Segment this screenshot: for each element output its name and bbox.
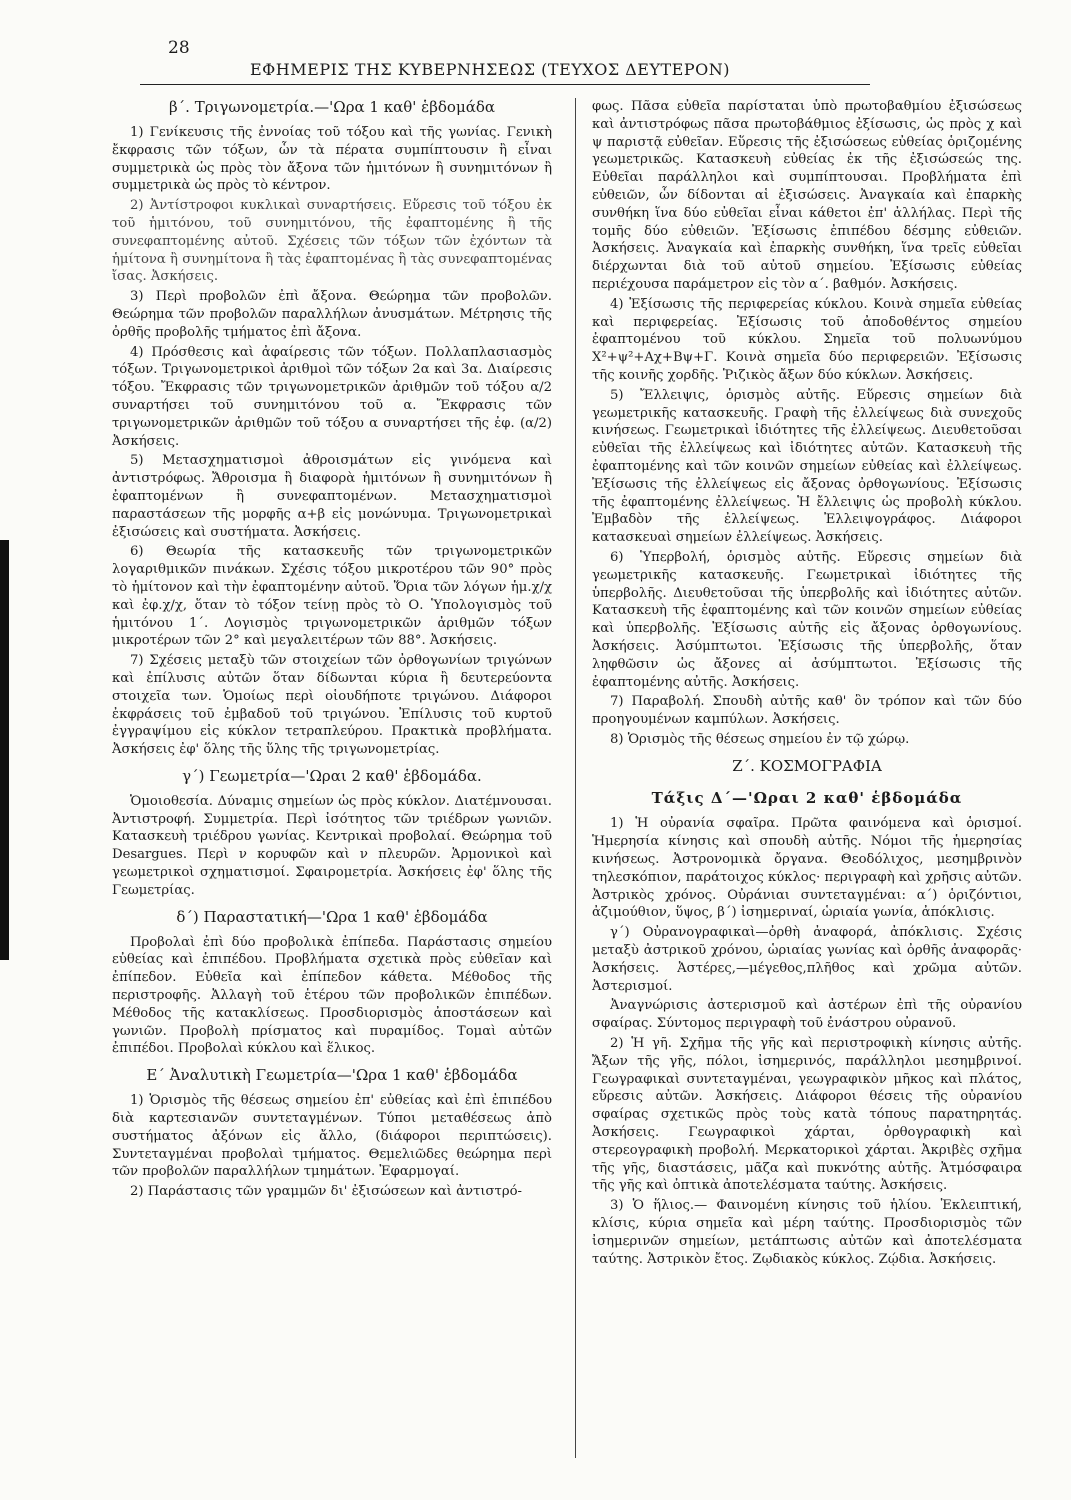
geometry-paragraph: Ὁμοιοθεσία. Δύναμις σημείων ὡς πρὸς κύκλον. Διατέμνουσαι. Ἀντιστροφή. Συμμετρία. Περὶ ἰσότητος τῶν τριέδρων γωνιῶν. Κατασκευὴ τριέδρου γωνίας. Κεντρικαὶ προβολαί. Θεώρημα τοῦ Desargues. Περὶ ν κορυφῶν καὶ ν πλευρῶν. Ἁρμονικοὶ καὶ γεωμετρικοὶ σχηματισμοί. Σφαιρομετρία. Ἀσκήσεις ἐφ' ὅλης τῆς Γεωμετρίας. bbox=[112, 793, 552, 898]
page-header bbox=[110, 38, 870, 78]
trig-paragraph-1: 1) Γενίκευσις τῆς ἐννοίας τοῦ τόξου καὶ τῆς γωνίας. Γενικὴ ἔκφρασις τῶν τόξων, ὧν τὰ πέρατα συμπίπτουσιν ἢ εἶναι συμμετρικὰ ὡς πρὸς τὸν ἄξονα τῶν ἡμιτόνων ἢ συνημιτόνων ἢ συμμετρικὰ ὡς πρὸς τὸ κέντρον. bbox=[112, 125, 552, 194]
analytic-paragraph-2: 2) Παράστασις τῶν γραμμῶν δι' ἐξισώσεων καὶ ἀντιστρό- bbox=[130, 1184, 522, 1200]
analytic-cont-paragraph-1: φως. Πᾶσα εὐθεῖα παρίσταται ὑπὸ πρωτοβαθμίου ἐξισώσεως καὶ ἀντιστρόφως πᾶσα πρωτοβάθμιος ἐξίσωσις, ὡς πρὸς χ καὶ ψ παριστᾷ εὐθεῖαν. Εὕρεσις τῆς ἐξισώσεως εὐθείας ὁριζομένης γεωμετρικῶς. Κατασκευὴ εὐθείας ἐκ τῆς ἐξισώσεώς της. Εὐθεῖαι παράλληλοι καὶ συμπίπτουσαι. Προβλήματα ἐπὶ εὐθειῶν, ὧν δίδονται αἱ ἐξισώσεις. Ἀναγκαία καὶ ἐπαρκὴς συνθήκη ἵνα δύο εὐθεῖαι εἶναι κάθετοι ἐπ' ἀλλήλας. Περὶ τῆς τομῆς δύο εὐθειῶν. Ἐξίσωσις ἐπιπέδου δέσμης εὐθειῶν. Ἀσκήσεις. Ἀναγκαία καὶ ἐπαρκὴς συνθήκη, ἵνα τρεῖς εὐθεῖαι διέρχωνται διὰ τοῦ αὐτοῦ σημείου. Ἐξίσωσις εὐθείας περιέχουσα παράμετρον εἰς τὸν α΄. βαθμόν. Ἀσκήσεις. bbox=[592, 99, 1022, 292]
trig-paragraph-6: 6) Θεωρία τῆς κατασκευῆς τῶν τριγωνομετρικῶν λογαριθμικῶν πινάκων. Σχέσις τόξου μικροτέρου τῶν 90° πρὸς τὸ ἡμίτονον καὶ τὴν ἐφαπτομένην αὐτοῦ. Ὅρια τῶν λόγων ἡμ.χ/χ καὶ ἐφ.χ/χ, ὅταν τὸ τόξον τείνῃ πρὸς τὸ Ο. Ὑπολογισμὸς τοῦ ἡμιτόνου 1΄. Λογισμὸς τριγωνομετρικῶν ἀριθμῶν τόξων μικροτέρων τῶν 2° καὶ μεγαλειτέρων τῶν 88°. Ἀσκήσεις. bbox=[112, 544, 552, 649]
analytic-section bbox=[112, 1092, 552, 1201]
running-title: ΕΦΗΜΕΡΙΣ ΤΗΣ ΚΥΒΕΡΝΗΣΕΩΣ (ΤΕΥΧΟΣ ΔΕΥΤΕΡΟΝ) bbox=[250, 60, 730, 79]
trig-paragraph-5: 5) Μετασχηματισμοὶ ἀθροισμάτων εἰς γινόμενα καὶ ἀντιστρόφως. Ἄθροισμα ἢ διαφορὰ ἡμιτόνων ἢ συνημιτόνων ἢ ἐφαπτομένων ἢ συνεφαπτομένων. Μετασχηματισμοὶ παραστάσεων τῆς μορφῆς α+β εἰς μονώνυμα. Τριγωνομετρικαὶ ἐξισώσεις καὶ συστήματα. Ἀσκήσεις. bbox=[112, 453, 552, 540]
descriptive-heading: δ΄) Παραστατική—'Ωρα 1 καθ' ἑβδομάδα bbox=[176, 907, 488, 926]
trigonometry-section bbox=[112, 124, 552, 759]
analytic-heading: Ε΄ Ἀναλυτικὴ Γεωμετρία—'Ωρα 1 καθ' ἑβδομάδα bbox=[146, 1066, 518, 1085]
scan-edge-shadow bbox=[0, 540, 9, 960]
cosmo-paragraph-3: Ἀναγνώρισις ἀστερισμοῦ καὶ ἀστέρων ἐπὶ τῆς οὐρανίου σφαίρας. Σύντομος περιγραφὴ τοῦ ἐνάστρου οὐρανοῦ. bbox=[592, 998, 1022, 1032]
trig-paragraph-4: 4) Πρόσθεσις καὶ ἀφαίρεσις τῶν τόξων. Πολλαπλασιασμὸς τόξων. Τριγωνομετρικοὶ ἀριθμοὶ τῶν τόξων 2α καὶ 3α. Διαίρεσις τόξου. Ἔκφρασις τῶν τριγωνομετρικῶν ἀριθμῶν τοῦ τόξου α/2 συναρτήσει τοῦ συνημιτόνου τοῦ α. Ἔκφρασις τῶν τριγωνομετρικῶν ἀριθμῶν τοῦ τόξου α συναρτήσει τῆς ἐφ. (α/2) Ἀσκήσεις. bbox=[112, 344, 552, 449]
trig-paragraph-7: 7) Σχέσεις μεταξὺ τῶν στοιχείων τῶν ὀρθογωνίων τριγώνων καὶ ἐπίλυσις αὐτῶν ὅταν δίδωνται κύρια ἢ δευτερεύοντα στοιχεῖα των. Ὁμοίως περὶ οἱουδήποτε τριγώνου. Διάφοροι ἐκφράσεις τοῦ ἐμβαδοῦ τοῦ τριγώνου. Ἐπίλυσις τοῦ κυρτοῦ ἐγγραψίμου εἰς κύκλον τετραπλεύρου. Πρακτικὰ προβλήματα. Ἀσκήσεις ἐφ' ὅλης τῆς ὕλης τῆς τριγωνομετρίας. bbox=[112, 653, 552, 758]
column-divider bbox=[575, 98, 576, 1458]
analytic-paragraph-1: 1) Ὁρισμὸς τῆς θέσεως σημείου ἐπ' εὐθείας καὶ ἐπὶ ἐπιπέδου διὰ καρτεσιανῶν συντεταγμένων. Τύποι μεταθέσεως ἀπὸ συστήματος ἀξόνων εἰς ἄλλο, (διάφοροι περιπτώσεις). Συντεταγμέναι προβολαὶ τμήματος. Θεμελιῶδες θεώρημα περὶ τῶν προβολῶν παραλλήλων τμημάτων. Ἐφαρμογαί. bbox=[112, 1093, 552, 1180]
analytic-cont-paragraph-4: 6) Ὑπερβολή, ὁρισμὸς αὐτῆς. Εὕρεσις σημείων διὰ γεωμετρικῆς κατασκευῆς. Γεωμετρικαὶ ἰδιότητες τῆς ὑπερβολῆς. Διευθετοῦσαι τῆς ὑπερβολῆς καὶ ἰδιότητες αὐτῶν. Κατασκευὴ τῆς ἐφαπτομένης καὶ τῶν κοινῶν σημείων εὐθείας καὶ ὑπερβολῆς. Ἐξίσωσις αὐτῆς εἰς ἄξονας ὀρθογωνίους. Ἀσκήσεις. Ἀσύμπτωτοι. Ἐξίσωσις τῆς ὑπερβολῆς, ὅταν ληφθῶσιν ὡς ἄξονες αἱ ἀσύμπτωτοι. Ἐξίσωσις τῆς ἐφαπτομένης αὐτῆς. Ἀσκήσεις. bbox=[592, 549, 1022, 690]
cosmo-paragraph-4: 2) Ἡ γῆ. Σχῆμα τῆς γῆς καὶ περιστροφικὴ κίνησις αὐτῆς. Ἄξων τῆς γῆς, πόλοι, ἰσημερινός, παράλληλοι μεσημβρινοί. Γεωγραφικαὶ συντεταγμέναι, γεωγραφικὸν μῆκος καὶ πλάτος, εὕρεσις αὐτῶν. Ἀσκήσεις. Διάφοροι θέσεις τῆς οὐρανίου σφαίρας σχετικῶς πρὸς τοὺς κατὰ τόπους παρατηρητάς. Ἀσκήσεις. Γεωγραφικοὶ χάρται, ὀρθογραφικὴ καὶ στερεογραφικὴ προβολή. Μερκατορικοὶ χάρται. Ἀκριβὲς σχῆμα τῆς γῆς, διαστάσεις, μᾶζα καὶ πυκνότης αὐτῆς. Ἀτμόσφαιρα τῆς γῆς καὶ ὀπτικὰ ἀποτελέσματα ταύτης. Ἀσκήσεις. bbox=[592, 1036, 1022, 1194]
cosmography-heading: Ζ΄. ΚΟΣΜΟΓΡΑΦΙΑ bbox=[732, 756, 882, 775]
analytic-continued-section bbox=[592, 98, 1022, 749]
cosmography-section bbox=[592, 815, 1022, 1268]
geometry-heading: γ΄) Γεωμετρία—'Ωραι 2 καθ' ἑβδομάδα. bbox=[182, 766, 482, 785]
analytic-cont-paragraph-6: 8) Ὁρισμὸς τῆς θέσεως σημείου ἐν τῷ χώρῳ. bbox=[610, 731, 910, 747]
class-hours-heading: Τάξις Δ΄—'Ωραι 2 καθ' ἑβδομάδα bbox=[651, 788, 963, 807]
header-rule bbox=[140, 84, 870, 85]
analytic-cont-paragraph-3: 5) Ἔλλειψις, ὁρισμὸς αὐτῆς. Εὕρεσις σημείων διὰ γεωμετρικῆς κατασκευῆς. Γραφὴ τῆς ἐλλείψεως διὰ συνεχοῦς κινήσεως. Γεωμετρικαὶ ἰδιότητες τῆς ἐλλείψεως. Διευθετοῦσαι εὐθεῖαι τῆς ἐλλείψεως καὶ ἰδιότητες αὐτῶν. Κατασκευὴ τῆς ἐφαπτομένης καὶ τῶν κοινῶν σημείων εὐθείας καὶ ἐλλείψεως. Ἐξίσωσις τῆς ἐλλείψεως εἰς ἄξονας ὀρθογωνίους. Ἐξίσωσις τῆς ἐφαπτομένης ἐλλείψεως. Ἡ ἔλλειψις ὡς προβολὴ κύκλου. Ἐμβαδὸν τῆς ἐλλείψεως. Ἐλλειψογράφος. Διάφοροι κατασκευαὶ σημείων ἐλλείψεως. Ἀσκήσεις. bbox=[592, 387, 1022, 546]
trigonometry-heading: β΄. Τριγωνομετρία.—'Ωρα 1 καθ' ἑβδομάδα bbox=[168, 98, 495, 116]
trig-paragraph-2: 2) Ἀντίστροφοι κυκλικαὶ συναρτήσεις. Εὕρεσις τοῦ τόξου ἐκ τοῦ ἡμιτόνου, τοῦ συνημιτόνου, τῆς ἐφαπτομένης ἢ τῆς συνεφαπτομένης αὐτοῦ. Σχέσεις τῶν τόξων τῶν ἐχόντων τὰ ἡμίτονα ἢ συνημίτονα ἢ τὰς ἐφαπτομένας ἢ τὰς συνεφαπτομένας ἴσας. Ἀσκήσεις. bbox=[112, 198, 552, 285]
descriptive-section bbox=[112, 934, 552, 1059]
analytic-cont-paragraph-5: 7) Παραβολή. Σπουδὴ αὐτῆς καθ' ὃν τρόπον καὶ τῶν δύο προηγουμένων καμπύλων. Ἀσκήσεις. bbox=[592, 694, 1022, 728]
page-number: 28 bbox=[168, 38, 190, 58]
cosmo-paragraph-1: 1) Ἡ οὐρανία σφαῖρα. Πρῶτα φαινόμενα καὶ ὁρισμοί. Ἡμερησία κίνησις καὶ σπουδὴ αὐτῆς. Νόμοι τῆς ἡμερησίας κινήσεως. Ἀστρονομικὰ ὄργανα. Θεοδόλιχος, μεσημβρινὸν τηλεσκόπιον, παράτοιχος κύκλος· περιγραφὴ καὶ χρῆσις αὐτῶν. Ἀστρικὸς χρόνος. Οὐράνιαι συντεταγμέναι: α΄) ὁριζόντιοι, ἀζιμούθιον, ὕψος, β΄) ἰσημεριναί, ὡριαία γωνία, ἀπόκλισις. bbox=[592, 816, 1022, 921]
left-column bbox=[112, 90, 552, 1203]
descriptive-paragraph: Προβολαὶ ἐπὶ δύο προβολικὰ ἐπίπεδα. Παράστασις σημείου εὐθείας καὶ ἐπιπέδου. Προβλήματα σχετικὰ πρὸς εὐθεῖαν καὶ ἐπίπεδον. Εὐθεῖα καὶ ἐπίπεδον κάθετα. Μέθοδος τῆς περιστροφῆς. Ἀλλαγὴ τοῦ ἑτέρου τῶν προβολικῶν ἐπιπέδων. Μέθοδος τῆς κατακλίσεως. Προσδιορισμὸς ἀποστάσεων καὶ γωνιῶν. Προβολὴ πρίσματος καὶ πυραμίδος. Τομαὶ αὐτῶν ἐπιπέδοι. Προβολαὶ κύκλου καὶ ἕλικος. bbox=[112, 934, 552, 1057]
cosmo-paragraph-2: γ΄) Οὐρανογραφικαὶ—ὀρθὴ ἀναφορά, ἀπόκλισις. Σχέσις μεταξὺ ἀστρικοῦ χρόνου, ὡριαίας γωνίας καὶ ὀρθῆς ἀναφορᾶς· Ἀσκήσεις. Ἀστέρες,—μέγεθος,πλῆθος καὶ χρῶμα αὐτῶν. Ἀστερισμοί. bbox=[592, 925, 1022, 994]
analytic-cont-paragraph-2: 4) Ἐξίσωσις τῆς περιφερείας κύκλου. Κοινὰ σημεῖα εὐθείας καὶ περιφερείας. Ἐξίσωσις τοῦ ἀποδοθέντος σημείου ἐφαπτομένου τοῦ κύκλου. Σημεῖα τοῦ πολυωνύμου Χ²+ψ²+Αχ+Βψ+Γ. Κοινὰ σημεῖα δύο περιφερειῶν. Ἐξίσωσις τῆς κοινῆς χορδῆς. Ῥιζικὸς ἄξων δύο κύκλων. Ἀσκήσεις. bbox=[592, 296, 1022, 383]
cosmo-paragraph-5: 3) Ὁ ἥλιος.— Φαινομένη κίνησις τοῦ ἡλίου. Ἐκλειπτική, κλίσις, κύρια σημεῖα καὶ μέρη ταύτης. Προσδιορισμὸς τῶν ἰσημερινῶν σημείων, μετάπτωσις αὐτῶν καὶ ἀποτελέσματα ταύτης. Ἀστρικὸν ἔτος. Ζῳδιακὸς κύκλος. Ζῴδια. Ἀσκήσεις. bbox=[592, 1198, 1022, 1267]
right-column bbox=[592, 98, 1022, 1270]
geometry-section bbox=[112, 793, 552, 900]
trig-paragraph-3: 3) Περὶ προβολῶν ἐπὶ ἄξονα. Θεώρημα τῶν προβολῶν. Θεώρημα τῶν προβολῶν παραλλήλων ἀνυσμάτων. Μέτρησις τῆς ὀρθῆς προβολῆς τμήματος ἐπὶ ἄξονα. bbox=[112, 289, 552, 340]
